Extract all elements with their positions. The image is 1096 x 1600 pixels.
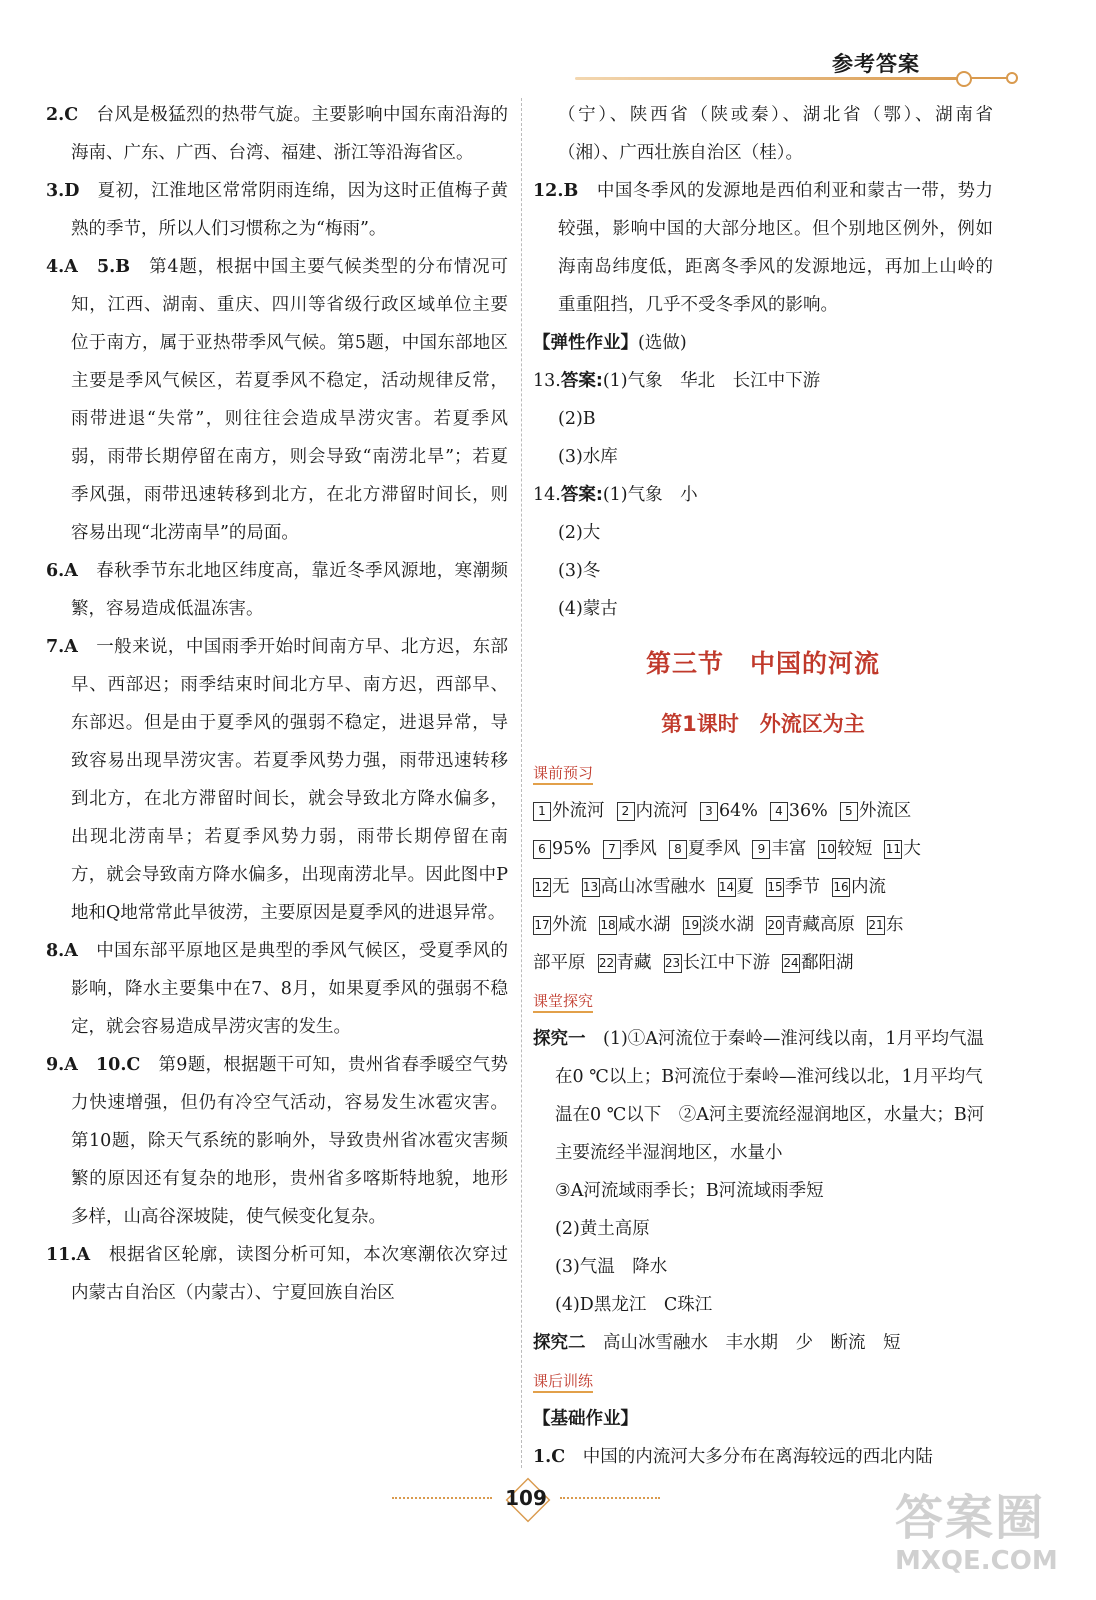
number-box: 1 <box>533 802 551 821</box>
answer-explanation: 一般来说，中国雨季开始时间南方早、北方迟，东部早、西部迟；雨季结束时间北方早、南方迟，西部早、东部迟。但是由于夏季风的强弱不稳定，进退异常，导致容易出现旱涝灾害。若夏季风势力强，雨带迅速转移到北方，在北方滞留时间长，就会导致北方降水偏多，出现北涝南旱；若夏季风势力弱，雨带长期停留在南方，就会导致南方降水偏多，出现南涝北旱。因此图中P地和Q地常常此旱彼涝，主要原因是夏季风的进退异常。 <box>71 637 509 923</box>
answer-label: 答案: <box>560 371 603 391</box>
number-box: 18 <box>599 916 617 935</box>
preview-row <box>533 792 993 830</box>
preview-item <box>752 839 806 859</box>
elastic-label: 【弹性作业】 <box>533 333 638 353</box>
explore-line: (2)黄土高原 <box>555 1219 650 1239</box>
answer-number: 11.A <box>46 1245 91 1265</box>
section-title: 第三节 中国的河流 <box>645 649 880 678</box>
number-box: 23 <box>664 954 682 973</box>
elastic-note: (选做) <box>638 333 687 353</box>
preview-item <box>832 877 886 897</box>
answer-line: (2)B <box>558 409 596 429</box>
number-box: 10 <box>818 840 836 859</box>
preview-item <box>700 801 758 821</box>
preview-answer: 外流 <box>552 915 587 935</box>
answer-item <box>533 1438 993 1476</box>
number-box: 3 <box>700 802 718 821</box>
preview-answer: 鄱阳湖 <box>801 953 854 973</box>
preview-item <box>533 839 591 859</box>
watermark-bottom: MXQE.COM <box>895 1546 1058 1576</box>
answer-number: 14. <box>533 485 561 505</box>
preview-item <box>766 915 855 935</box>
preview-item <box>603 839 657 859</box>
preview-answer: 高山冰雪融水 <box>600 877 706 897</box>
preview-item <box>818 839 872 859</box>
answer-explanation: 台风是极猛烈的热带气旋。主要影响中国东南沿海的海南、广东、广西、台湾、福建、浙江等沿海省区。 <box>71 105 509 163</box>
preview-item <box>533 953 586 973</box>
header-rule <box>575 77 965 80</box>
preview-answer: 夏季风 <box>687 839 741 859</box>
preview-answer: 淡水湖 <box>701 915 754 935</box>
number-box: 17 <box>533 916 551 935</box>
preview-row <box>533 906 993 944</box>
number-box: 11 <box>884 840 902 859</box>
answer-line: (2)大 <box>558 523 601 543</box>
preview-item <box>664 953 771 973</box>
number-box: 9 <box>752 840 770 859</box>
preview-row <box>533 830 993 868</box>
watermark-top: 答案圈 <box>895 1490 1046 1546</box>
number-box: 19 <box>683 916 701 935</box>
preview-item <box>669 839 741 859</box>
explore-line: ③A河流域雨季长；B河流域雨季短 <box>555 1181 824 1201</box>
answer-number: 4.A 5.B <box>46 257 131 277</box>
number-box: 8 <box>669 840 687 859</box>
number-box: 5 <box>840 802 858 821</box>
explore-line: (4)D黑龙江 C珠江 <box>555 1295 713 1315</box>
footer-dots-left <box>392 1497 492 1499</box>
preview-answer: 较短 <box>837 839 873 859</box>
number-box: 21 <box>867 916 885 935</box>
preview-answer: 部平原 <box>533 953 586 973</box>
answer-number: 7.A <box>46 637 78 657</box>
preview-item <box>840 801 912 821</box>
preview-answer: 季节 <box>785 877 820 897</box>
answer-number: 12.B <box>533 181 579 201</box>
preview-answer: 季风 <box>621 839 657 859</box>
preview-item <box>533 877 570 897</box>
preview-item <box>766 877 820 897</box>
preview-item <box>533 915 587 935</box>
answer-13 <box>533 362 993 400</box>
preview-item <box>582 877 706 897</box>
preview-answer: 夏 <box>736 877 754 897</box>
preview-answer: 内流 <box>851 877 886 897</box>
page-number <box>498 1478 554 1518</box>
number-box: 2 <box>617 802 635 821</box>
preview-item <box>782 953 854 973</box>
number-box: 14 <box>718 878 736 897</box>
answer-explanation: 中国东部平原地区是典型的季风气候区，受夏季风的影响，降水主要集中在7、8月，如果夏季风的强弱不稳定，就会容易造成旱涝灾害的发生。 <box>71 941 509 1037</box>
number-box: 20 <box>766 916 784 935</box>
answer-number: 3.D <box>46 181 80 201</box>
column-divider <box>521 98 522 1468</box>
tag-preview: 课前预习 <box>533 763 593 785</box>
right-column <box>533 96 993 1476</box>
number-box: 15 <box>766 878 784 897</box>
answer-continuation: （宁）、陕西省（陕或秦）、湖北省（鄂）、湖南省（湘）、广西壮族自治区（桂）。 <box>558 105 993 163</box>
preview-answer: 95% <box>552 839 591 859</box>
answer-item <box>533 172 993 324</box>
preview-item <box>718 877 755 897</box>
explore-one <box>533 1020 993 1172</box>
preview-item <box>598 953 652 973</box>
header-title: 参考答案 <box>832 52 920 76</box>
number-box: 4 <box>770 802 788 821</box>
answer-explanation: 夏初，江淮地区常常阴雨连绵，因为这时正值梅子黄熟的季节，所以人们习惯称之为“梅雨”。 <box>71 181 509 239</box>
answer-line: (3)冬 <box>558 561 601 581</box>
preview-answer: 36% <box>788 801 828 821</box>
answer-label: 答案: <box>560 485 603 505</box>
answer-line: (1)气象 华北 长江中下游 <box>602 371 821 391</box>
preview-answer: 长江中下游 <box>682 953 770 973</box>
preview-answers <box>533 792 993 982</box>
answer-number: 6.A <box>46 561 78 581</box>
answer-number: 9.A 10.C <box>46 1055 141 1075</box>
preview-answer: 64% <box>719 801 758 821</box>
footer-dots-right <box>560 1497 660 1499</box>
answer-explanation: 第4题，根据中国主要气候类型的分布情况可知，江西、湖南、重庆、四川等省级行政区域单位主要位于南方，属于亚热带季风气候。第5题，中国东部地区主要是季风气候区，若夏季风不稳定，活动规律反常，雨带进退“失常”，则往往会造成旱涝灾害。若夏季风弱，雨带长期停留在南方，则会导致“南涝北旱”；若夏季风强，雨带迅速转移到北方，在北方滞留时间长，则容易出现“北涝南旱”的局面。 <box>71 257 508 543</box>
preview-item <box>533 801 605 821</box>
answer-item <box>46 932 508 1046</box>
preview-answer: 大 <box>903 839 921 859</box>
number-box: 24 <box>782 954 800 973</box>
header-circle-ornament <box>956 71 972 87</box>
preview-item <box>617 801 689 821</box>
left-column <box>46 96 508 1312</box>
answer-item <box>46 96 508 172</box>
preview-answer: 东 <box>886 915 904 935</box>
answer-item <box>46 552 508 628</box>
answer-line: (1)气象 小 <box>602 485 698 505</box>
preview-row <box>533 868 993 906</box>
preview-answer: 无 <box>552 877 570 897</box>
header-dot-ornament <box>1006 72 1018 84</box>
explore-line: 高山冰雪融水 丰水期 少 断流 短 <box>603 1333 901 1353</box>
explore-label: 探究二 <box>533 1333 586 1353</box>
answer-number: 1.C <box>533 1447 566 1467</box>
preview-item <box>884 839 921 859</box>
number-box: 13 <box>582 878 600 897</box>
explore-line: (3)气温 降水 <box>555 1257 668 1277</box>
answer-number: 8.A <box>46 941 78 961</box>
preview-item <box>599 915 671 935</box>
answer-explanation: 中国的内流河大多分布在离海较远的西北内陆 <box>582 1447 933 1467</box>
answer-line: (4)蒙古 <box>558 599 618 619</box>
number-box: 6 <box>533 840 551 859</box>
preview-answer: 丰富 <box>771 839 807 859</box>
explore-line: (1)①A河流位于秦岭—淮河线以南，1月平均气温在0 ℃以上；B河流位于秦岭—淮河线以北，1月平均气温在0 ℃以下 ②A河主要流经湿润地区，水量大；B河主要流经半湿润地区，水量小 <box>555 1029 985 1163</box>
answer-item <box>46 1236 508 1312</box>
number-box: 12 <box>533 878 551 897</box>
elastic-homework-heading <box>533 324 993 362</box>
preview-item <box>770 801 828 821</box>
answer-item <box>46 248 508 552</box>
number-box: 7 <box>603 840 621 859</box>
answer-line: (3)水库 <box>558 447 618 467</box>
answer-explanation: 春秋季节东北地区纬度高，靠近冬季风源地，寒潮频繁，容易造成低温冻害。 <box>71 561 509 619</box>
answer-explanation: 中国冬季风的发源地是西伯利亚和蒙古一带，势力较强，影响中国的大部分地区。但个别地区例外，例如海南岛纬度低，距离冬季风的发源地远，再加上山岭的重重阻挡，几乎不受冬季风的影响。 <box>558 181 994 315</box>
answer-number: 13. <box>533 371 561 391</box>
answer-explanation: 第9题，根据题干可知，贵州省春季暖空气势力快速增强，但仍有冷空气活动，容易发生冰雹灾害。第10题，除天气系统的影响外，导致贵州省冰雹灾害频繁的原因还有复杂的地形，贵州省多喀斯特地貌，地形多样，山高谷深坡陡，使气候变化复杂。 <box>71 1055 508 1227</box>
lesson-title: 第1课时 外流区为主 <box>661 712 865 736</box>
explore-label: 探究一 <box>533 1029 586 1049</box>
preview-answer: 青藏高原 <box>785 915 855 935</box>
basic-homework-heading: 【基础作业】 <box>533 1409 638 1429</box>
tag-class-explore: 课堂探究 <box>533 991 593 1013</box>
preview-answer: 内流河 <box>635 801 688 821</box>
answer-item <box>46 628 508 932</box>
preview-answer: 青藏 <box>616 953 652 973</box>
preview-answer: 外流河 <box>552 801 605 821</box>
watermark-logo <box>895 1490 1095 1590</box>
answer-item <box>46 172 508 248</box>
explore-two <box>533 1324 993 1362</box>
answer-item <box>46 1046 508 1236</box>
tag-after-class: 课后训练 <box>533 1371 593 1393</box>
number-box: 22 <box>598 954 616 973</box>
number-box: 16 <box>832 878 850 897</box>
preview-answer: 咸水湖 <box>618 915 671 935</box>
answer-explanation: 根据省区轮廓，读图分析可知，本次寒潮依次穿过内蒙古自治区（内蒙古）、宁夏回族自治区 <box>71 1245 509 1303</box>
preview-item <box>867 915 904 935</box>
header-tail-ornament <box>970 77 1008 79</box>
answer-number: 2.C <box>46 105 79 125</box>
page-number-text: 109 <box>505 1486 547 1510</box>
preview-item <box>683 915 755 935</box>
preview-answer: 外流区 <box>858 801 912 821</box>
preview-row <box>533 944 993 982</box>
answer-14 <box>533 476 993 514</box>
